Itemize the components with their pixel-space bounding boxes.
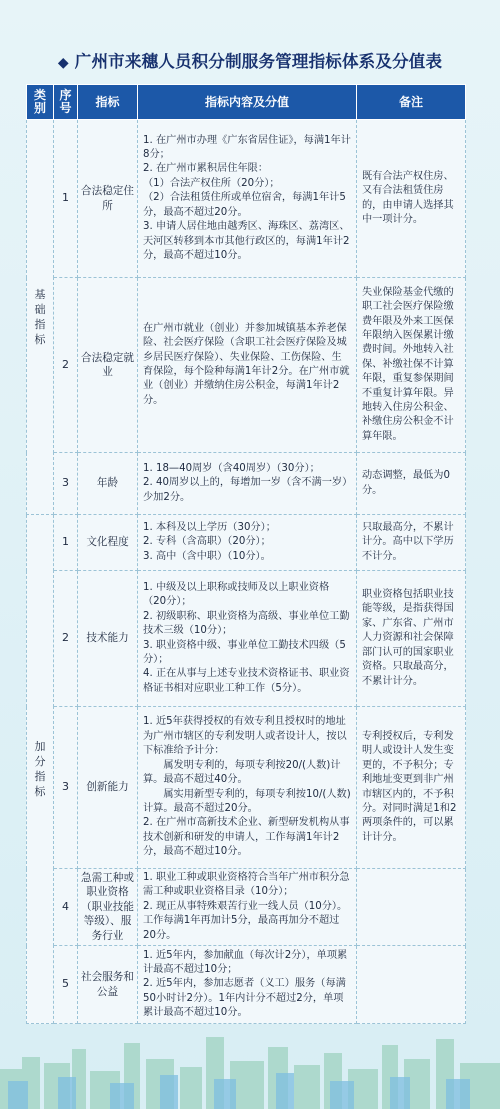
content-line: 3. 高中（含中职）（10分）。 <box>143 550 271 562</box>
content-cell <box>138 869 357 946</box>
content-line: 1. 中级及以上职称或技师及以上职业资格（20分）； <box>143 581 330 608</box>
content-line: 3. 职业资格中级、事业单位工勤技术四级（5分）； <box>143 639 346 665</box>
category-cell: 加分指标 <box>27 515 54 1024</box>
table-row <box>27 571 466 707</box>
indicator-cell: 急需工种或职业资格（职业技能等级）、服务行业 <box>78 869 138 946</box>
content-line: 2. 在广州市累积居住年限： <box>143 163 269 175</box>
title-text: 广州市来穗人员积分制服务管理指标体系及分值表 <box>74 52 443 71</box>
page-title <box>0 48 500 72</box>
content-line: 1. 在广州市办理《广东省居住证》，每满1年计8分； <box>143 134 351 161</box>
content-line: 2. 在广州市高新技术企业、新型研发机构从事技术创新和研发的申请人，工作每满1年计2分，最高不超过10分。 <box>143 817 350 858</box>
content-line: 2. 近5年内，参加志愿者（义工）服务（每满50小时计2分）。1年内计分不超过2分，单项累计最高不超过10分。 <box>143 978 346 1019</box>
table-row <box>27 707 466 869</box>
content-cell <box>138 946 357 1024</box>
city-skyline-illustration <box>0 1019 500 1109</box>
content-line: 2. 40周岁以上的，每增加一岁（含不满一岁）少加2分。 <box>143 477 348 503</box>
content-cell <box>138 120 357 278</box>
diamond-icon: ◆ <box>57 55 69 71</box>
content-line: 1. 职业工种或职业资格符合当年广州市积分急需工种或职业资格目录（10分）； <box>143 872 350 898</box>
table-body <box>27 120 466 1024</box>
indicator-cell: 创新能力 <box>78 707 138 869</box>
note-cell <box>357 946 466 1024</box>
indicator-cell: 文化程度 <box>78 515 138 571</box>
indicator-cell: 技术能力 <box>78 571 138 707</box>
header-seq: 序号 <box>54 85 78 120</box>
content-line: 2. 初级职称、职业资格为高级、事业单位工勤技术三级（10分）； <box>143 610 350 637</box>
table-row <box>27 278 466 453</box>
indicator-cell: 合法稳定就业 <box>78 278 138 453</box>
note-cell: 既有合法产权住房、又有合法租赁住房的，由申请人选择其中一项计分。 <box>357 120 466 278</box>
note-cell: 专利授权后，专利发明人或设计人发生变更的，不予积分；专利地址变更到非广州市辖区内的，不予积分。对同时满足1和2两项条件的，可以累计计分。 <box>357 707 466 869</box>
content-cell <box>138 453 357 515</box>
indicator-cell: 年龄 <box>78 453 138 515</box>
content-cell <box>138 571 357 707</box>
table-row <box>27 453 466 515</box>
seq-cell: 3 <box>54 707 78 869</box>
content-line: 3. 申请人居住地由越秀区、海珠区、荔湾区、天河区转移到本市其他行政区的，每满1年计2分，最高不超过10分。 <box>143 221 350 261</box>
note-cell: 只取最高分，不累计计分。高中以下学历不计分。 <box>357 515 466 571</box>
seq-cell: 4 <box>54 869 78 946</box>
seq-cell: 2 <box>54 278 78 453</box>
indicator-cell: 合法稳定住所 <box>78 120 138 278</box>
note-cell: 职业资格包括职业技能等级，是指获得国家、广东省、广州市人力资源和社会保障部门认可的国家职业资格。只取最高分，不累计计分。 <box>357 571 466 707</box>
content-cell <box>138 515 357 571</box>
header-category: 类别 <box>27 85 54 120</box>
header-indicator: 指标 <box>78 85 138 120</box>
category-cell: 基础指标 <box>27 120 54 515</box>
content-line: 1. 近5年内，参加献血（每次计2分），单项累计最高不超过10分； <box>143 949 348 975</box>
header-note: 备注 <box>357 85 466 120</box>
note-cell <box>357 869 466 946</box>
content-line: 2. 现正从事特殊艰苦行业一线人员（10分）。工作每满1年再加计5分，最高再加分不超过20分。 <box>143 900 348 941</box>
seq-cell: 1 <box>54 120 78 278</box>
table-header-row <box>27 85 466 120</box>
seq-cell: 5 <box>54 946 78 1024</box>
seq-cell: 3 <box>54 453 78 515</box>
seq-cell: 2 <box>54 571 78 707</box>
content-cell <box>138 278 357 453</box>
seq-cell: 1 <box>54 515 78 571</box>
content-line: （1）合法产权住所（20分）； <box>143 177 280 189</box>
content-line: 属发明专利的，每项专利按20/(人数)计算。最高不超过40分。 <box>143 759 341 786</box>
content-line: 1. 18—40周岁（含40周岁）（30分）； <box>143 462 320 474</box>
note-cell: 动态调整，最低为0分。 <box>357 453 466 515</box>
header-content: 指标内容及分值 <box>138 85 357 120</box>
note-cell: 失业保险基金代缴的职工社会医疗保险缴费年限及外来工医保年限纳入医保累计缴费时间。外地转入社保、补缴社保不计算年限，重复参保期间不重复计算年限。异地转入住房公积金、补缴住房公积金不计算年限。 <box>357 278 466 453</box>
table-row <box>27 120 466 278</box>
content-cell <box>138 707 357 869</box>
content-line: 1. 近5年获得授权的有效专利且授权时的地址为广州市辖区的专利发明人或者设计人，按以下标准给予计分： <box>143 716 347 757</box>
table-row <box>27 946 466 1024</box>
content-line: 2. 专科（含高职）（20分）； <box>143 536 271 548</box>
indicator-cell: 社会服务和公益 <box>78 946 138 1024</box>
table-row <box>27 869 466 946</box>
points-table <box>26 84 466 1024</box>
content-line: 在广州市就业（创业）并参加城镇基本养老保险、社会医疗保险（含职工社会医疗保险及城乡居民医疗保险）、失业保险、工伤保险、生育保险，每个险种每满1年计2分。在广州市就业（创业）并缴纳住房公积金，每满1年计2分。 <box>143 322 350 406</box>
content-line: 属实用新型专利的，每项专利按10/(人数)计算。最高不超过20分。 <box>143 788 351 814</box>
table-row <box>27 515 466 571</box>
content-line: 4. 正在从事与上述专业技术资格证书、职业资格证书相对应职业工种工作（5分）。 <box>143 668 350 694</box>
content-line: （2）合法租赁住所或单位宿舍，每满1年计5分，最高不超过20分。 <box>143 192 346 218</box>
content-line: 1. 本科及以上学历（30分）； <box>143 521 276 533</box>
